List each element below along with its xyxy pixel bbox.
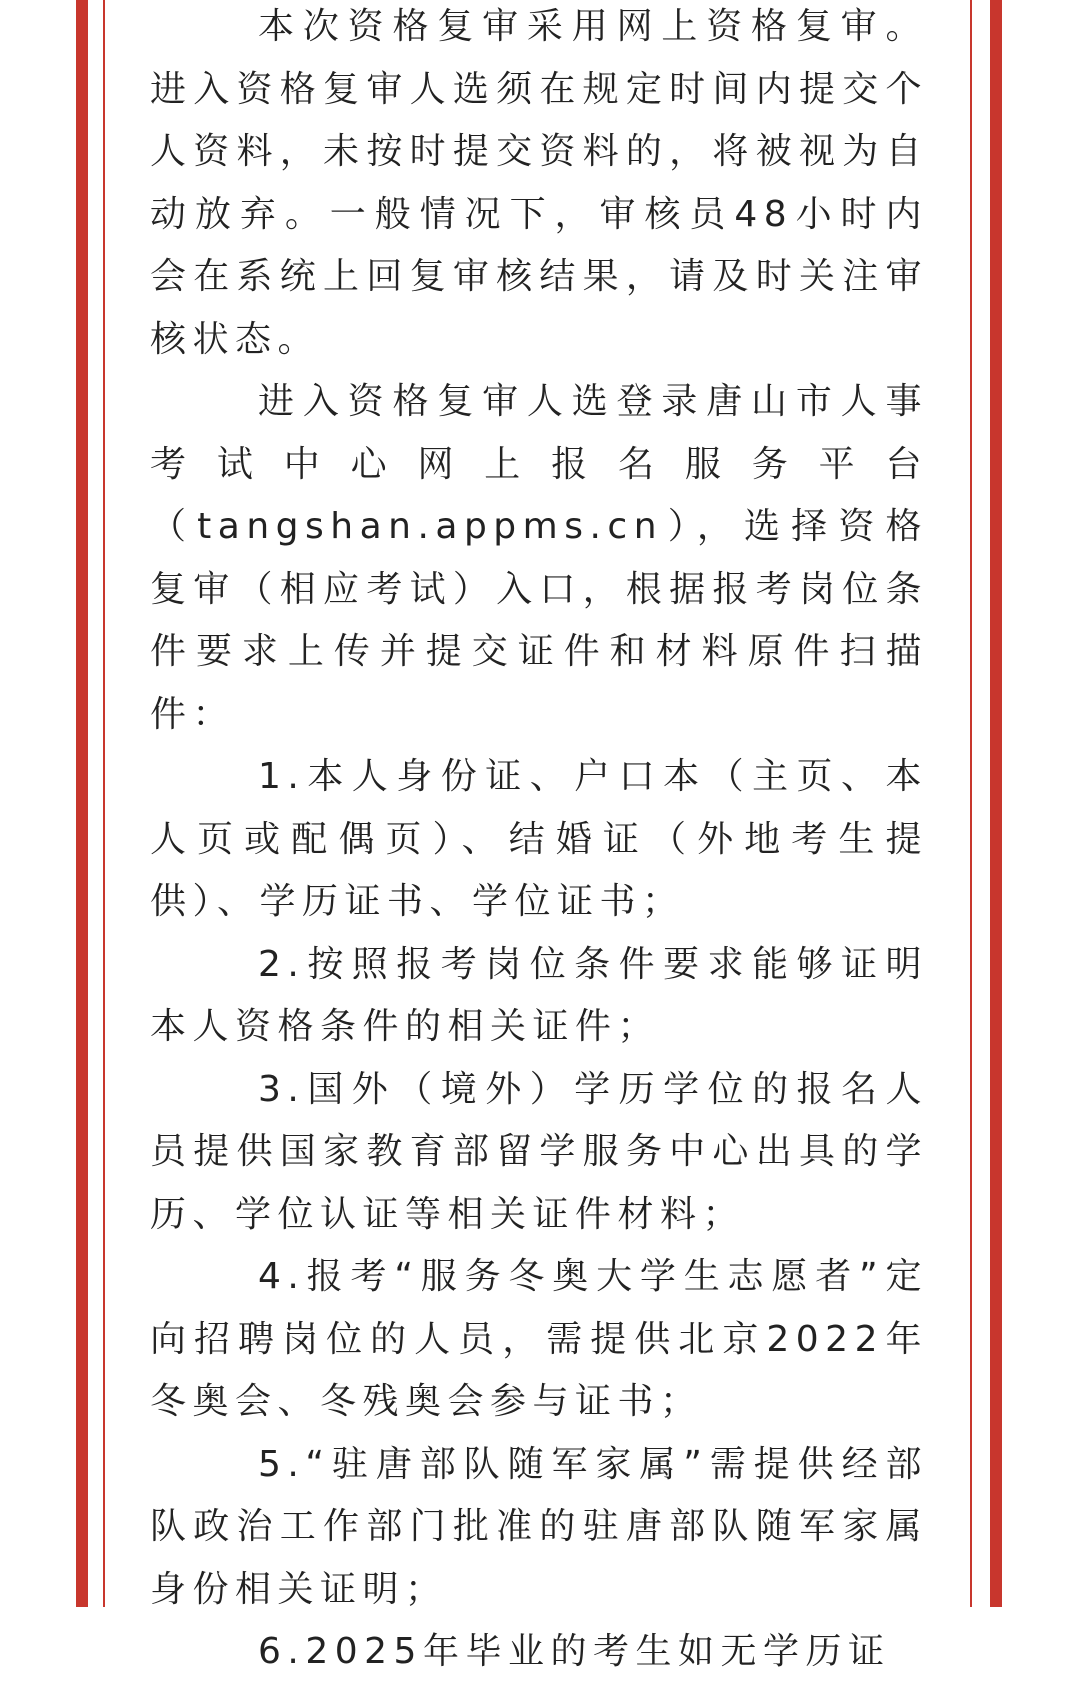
list-item-military-family: 5.“驻唐部队随军家属”需提供经部队政治工作部门批准的驻唐部队随军家属身份相关证明；	[150, 1443, 928, 1610]
frame-right-border	[990, 0, 1002, 1607]
frame-left-inner-line	[103, 0, 105, 1607]
paragraph-login-instructions: 进入资格复审人选登录唐山市人事考试中心网上报名服务平台（tangshan.appms.cn），选择资格复审（相应考试）入口，根据报考岗位条件要求上传并提交证件和材料原件扫描件：	[150, 381, 928, 735]
list-item-id-documents: 1.本人身份证、户口本（主页、本人页或配偶页）、结婚证（外地考生提供）、学历证书、学位证书；	[150, 756, 928, 922]
list-item-foreign-degree: 3.国外（境外）学历学位的报名人员提供国家教育部留学服务中心出具的学历、学位认证等相关证件材料；	[150, 1068, 928, 1235]
frame-left-border	[76, 0, 88, 1607]
article-body	[150, 0, 928, 1684]
paragraph-review-method: 本次资格复审采用网上资格复审。进入资格复审人选须在规定时间内提交个人资料，未按时提交资料的，将被视为自动放弃。一般情况下，审核员48小时内会在系统上回复审核结果，请及时关注审核状态。	[150, 6, 928, 360]
list-item-2025-graduates: 6.2025年毕业的考生如无学历证	[258, 1631, 891, 1672]
list-item-qualification-certificates: 2.按照报考岗位条件要求能够证明本人资格条件的相关证件；	[150, 943, 928, 1047]
list-item-winter-olympics-volunteer: 4.报考“服务冬奥大学生志愿者”定向招聘岗位的人员，需提供北京2022年冬奥会、冬残奥会参与证书；	[150, 1256, 928, 1422]
frame-right-inner-line	[970, 0, 972, 1607]
